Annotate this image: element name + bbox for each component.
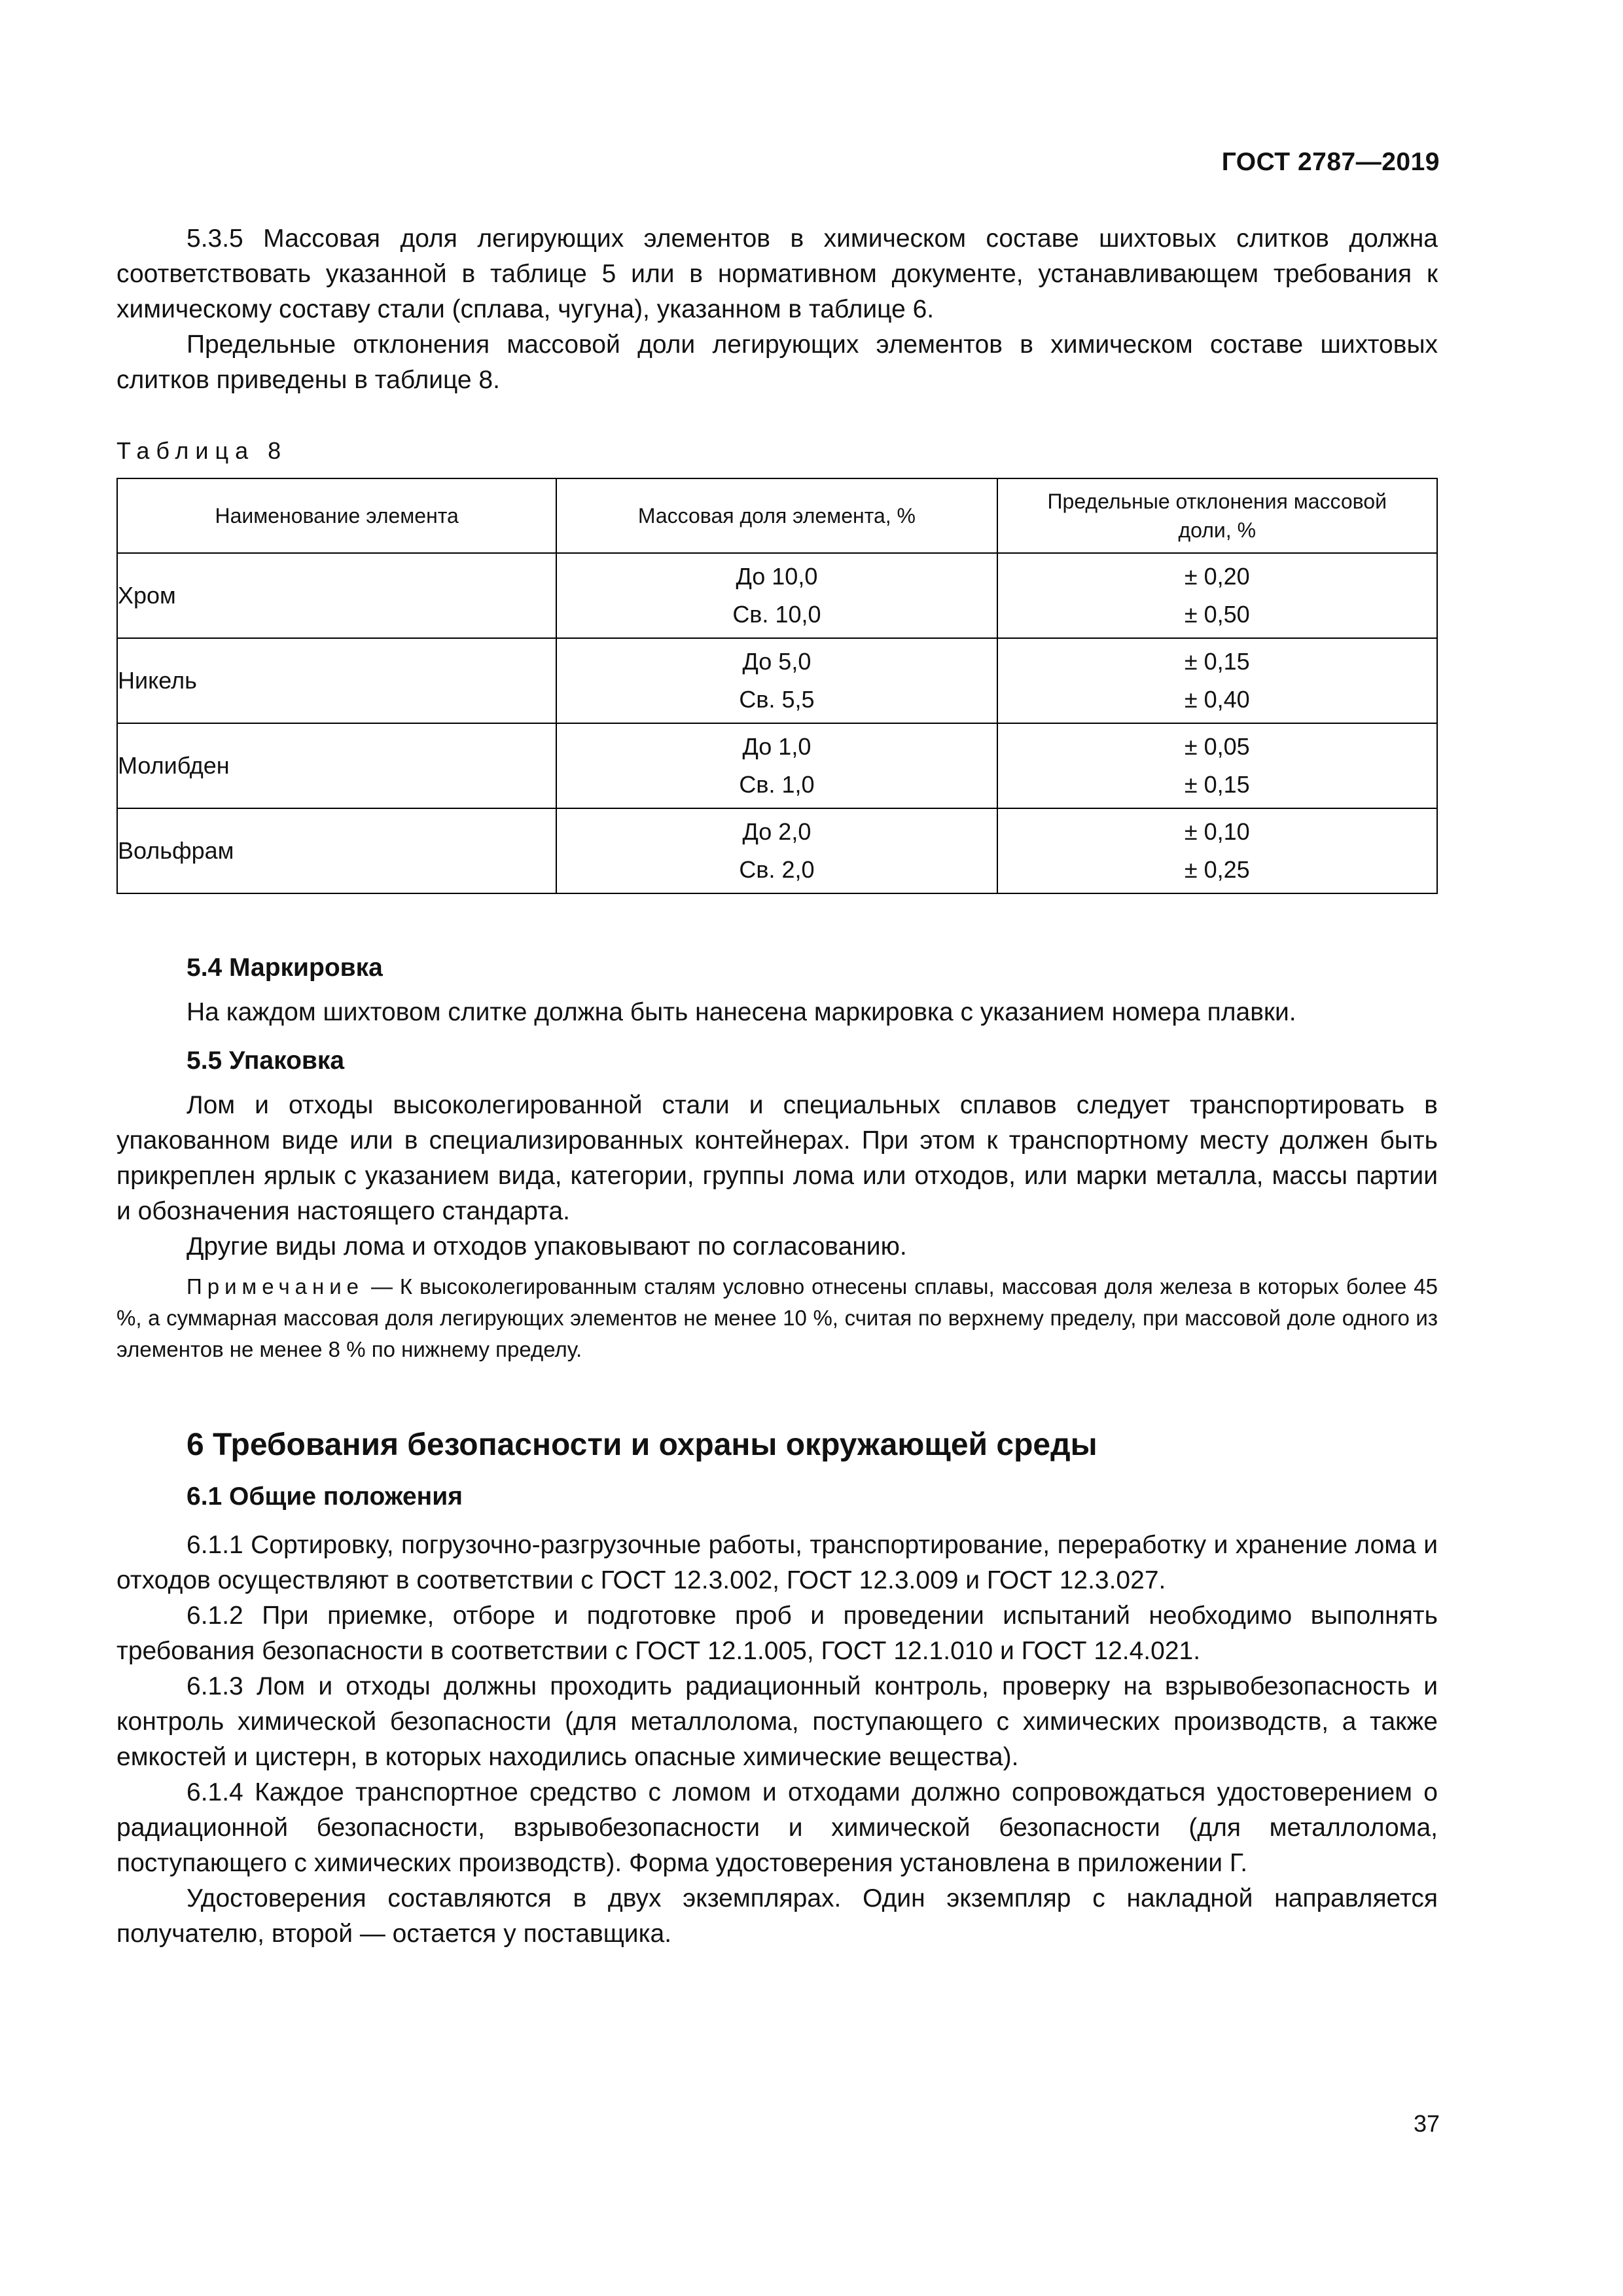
- fraction-value: Св. 1,0: [739, 771, 815, 798]
- section-title-5-5: 5.5 Упаковка: [187, 1047, 345, 1075]
- header-mass-fraction: Массовая доля элемента, %: [556, 478, 997, 553]
- table-8: [116, 478, 1438, 894]
- header-deviation: Предельные отклонения массовой доли, %: [997, 478, 1437, 553]
- deviation-cell: [997, 808, 1437, 893]
- fraction-value: До 10,0: [736, 563, 818, 590]
- section-title-6: 6 Требования безопасности и охраны окружающей среды: [187, 1427, 1097, 1462]
- paragraph-5-4: На каждом шихтовом слитке должна быть нанесена маркировка с указанием номера плавки.: [187, 998, 1296, 1026]
- page-content: [116, 221, 1438, 1952]
- mass-fraction-cell: [556, 808, 997, 893]
- fraction-value: До 1,0: [742, 733, 812, 760]
- note-label: Примечание: [187, 1274, 365, 1299]
- element-name: Вольфрам: [117, 808, 556, 893]
- element-name: Никель: [117, 638, 556, 723]
- paragraph-5-5: Лом и отходы высоколегированной стали и специальных сплавов следует транспортировать в упакованном виде или в специализированных контейнерах. При этом к транспортному месту должен быть прикреплен ярлык с указанием вида, категории, группы лома или отходов, или марки металла, массы партии и обозначения настоящего стандарта.: [116, 1091, 1438, 1225]
- deviation-cell: [997, 723, 1437, 808]
- element-name: Хром: [117, 553, 556, 638]
- table-row: [117, 723, 1437, 808]
- paragraph-5-3-5: 5.3.5 Массовая доля легирующих элементов в химическом составе шихтовых слитков должна соответствовать указанной в таблице 5 или в нормативном документе, устанавливающем требования к химическому составу стали (сплава, чугуна), указанном в таблице 6.: [116, 224, 1438, 323]
- mass-fraction-cell: [556, 638, 997, 723]
- section-title-5-4: 5.4 Маркировка: [187, 954, 383, 982]
- deviation-value: ± 0,10: [1184, 818, 1250, 845]
- fraction-value: До 5,0: [742, 648, 812, 675]
- deviation-value: ± 0,15: [1184, 771, 1250, 798]
- deviation-value: ± 0,20: [1184, 563, 1250, 590]
- fraction-value: Св. 2,0: [739, 856, 815, 883]
- deviation-value: ± 0,15: [1184, 648, 1250, 675]
- table-row: [117, 638, 1437, 723]
- mass-fraction-cell: [556, 723, 997, 808]
- deviation-value: ± 0,05: [1184, 733, 1250, 760]
- table-header-row: [117, 478, 1437, 553]
- paragraph-6-1-4: 6.1.4 Каждое транспортное средство с ломом и отходами должно сопровождаться удостоверением о радиационной безопасности, взрывобезопасности и химической безопасности (для металлолома, поступающего с химических производств). Форма удостоверения установлена в приложении Г.: [116, 1778, 1438, 1877]
- paragraph-5-3-5-deviations: Предельные отклонения массовой доли легирующих элементов в химическом составе шихтовых слитков приведены в таблице 8.: [116, 331, 1438, 394]
- table-caption: Таблица 8: [116, 437, 288, 464]
- paragraph-6-1-1: 6.1.1 Сортировку, погрузочно-разгрузочные работы, транспортирование, переработку и хранение лома и отходов осуществляют в соответствии с ГОСТ 12.3.002, ГОСТ 12.3.009 и ГОСТ 12.3.027.: [116, 1531, 1438, 1594]
- note: [116, 1271, 1438, 1365]
- paragraph-6-1-4-copies: Удостоверения составляются в двух экземплярах. Один экземпляр с накладной направляется получателю, второй — остается у поставщика.: [116, 1884, 1438, 1948]
- paragraph-6-1-2: 6.1.2 При приемке, отборе и подготовке проб и проведении испытаний необходимо выполнять требования безопасности в соответствии с ГОСТ 12.1.005, ГОСТ 12.1.010 и ГОСТ 12.4.021.: [116, 1602, 1438, 1665]
- note-text: — К высоколегированным сталям условно отнесены сплавы, массовая доля железа в которых более 45 %, а суммарная массовая доля легирующих элементов не менее 10 %, считая по верхнему пределу, при массовой доле одного из элементов не менее 8 % по нижнему пределу.: [116, 1274, 1438, 1361]
- fraction-value: До 2,0: [742, 818, 812, 845]
- header-element-name: Наименование элемента: [117, 478, 556, 553]
- paragraph-5-5-other: Другие виды лома и отходов упаковывают по согласованию.: [187, 1232, 907, 1261]
- fraction-value: Св. 10,0: [732, 601, 821, 628]
- fraction-value: Св. 5,5: [739, 686, 815, 713]
- mass-fraction-cell: [556, 553, 997, 638]
- table-row: [117, 553, 1437, 638]
- table-row: [117, 808, 1437, 893]
- deviation-cell: [997, 638, 1437, 723]
- deviation-value: ± 0,50: [1184, 601, 1250, 628]
- page-number: 37: [1413, 2110, 1440, 2137]
- paragraph-6-1-3: 6.1.3 Лом и отходы должны проходить радиационный контроль, проверку на взрывобезопасность и контроль химической безопасности (для металлолома, поступающего с химических производств, а также емкостей и цистерн, в которых находились опасные химические вещества).: [116, 1672, 1438, 1771]
- deviation-value: ± 0,25: [1184, 856, 1250, 883]
- deviation-value: ± 0,40: [1184, 686, 1250, 713]
- document-header: ГОСТ 2787—2019: [1221, 148, 1440, 176]
- subsection-title-6-1: 6.1 Общие положения: [187, 1482, 463, 1511]
- element-name: Молибден: [117, 723, 556, 808]
- deviation-cell: [997, 553, 1437, 638]
